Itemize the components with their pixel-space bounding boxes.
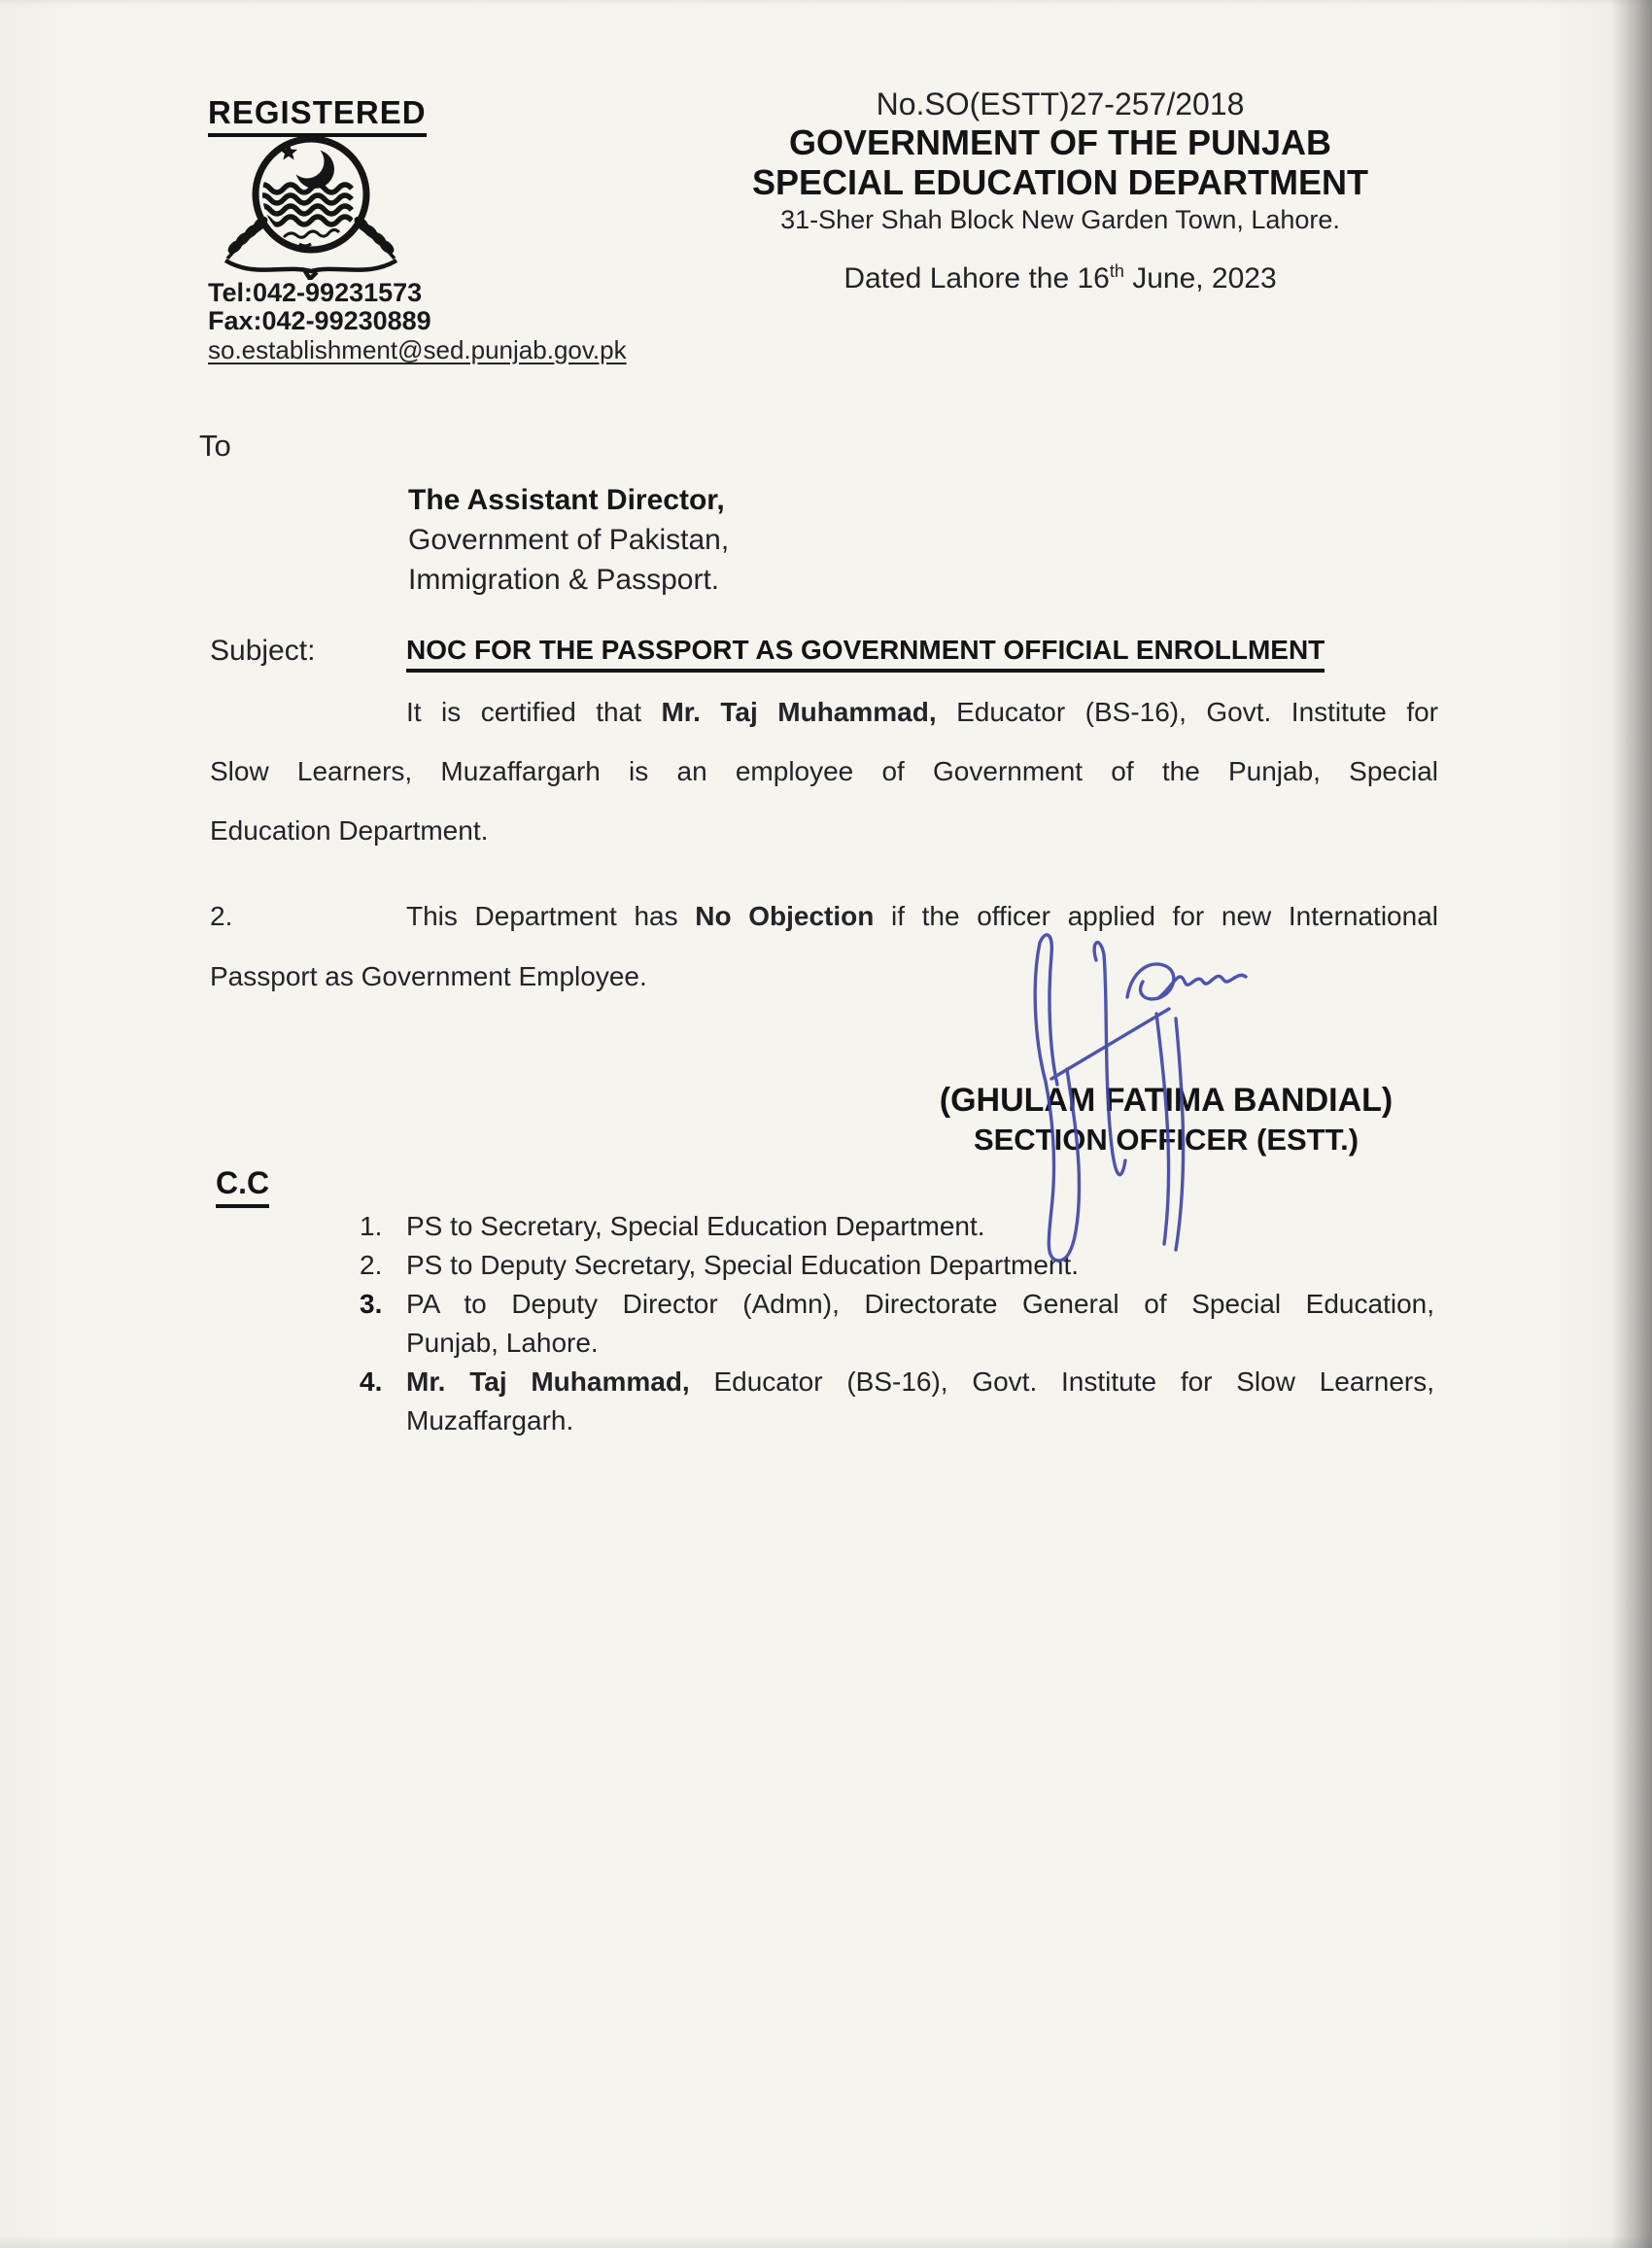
date-prefix: Dated Lahore the 16: [843, 262, 1110, 294]
cc-label: C.C: [216, 1165, 269, 1208]
recipient-block: [408, 480, 729, 600]
paragraph-line: Slow Learners, Muzaffargarh is an employee of Government of the Punjab, Special: [210, 756, 1438, 786]
cc-item-text: PS to Secretary, Special Education Department.: [406, 1211, 985, 1241]
subject-label: Subject:: [210, 635, 316, 667]
date-suffix: June, 2023: [1123, 262, 1277, 294]
signature-ink-scribble: [1022, 921, 1260, 1271]
scan-edge-shadow-bottom: [0, 2236, 1652, 2248]
to-label: To: [199, 429, 231, 463]
cc-item: [360, 1285, 1434, 1363]
paragraph-line: Passport as Government Employee.: [210, 961, 647, 991]
cc-item: [360, 1246, 1434, 1285]
recipient-dept: Immigration & Passport.: [408, 564, 720, 596]
cc-item-number: 3.: [360, 1289, 383, 1319]
scan-edge-shadow-top: [0, 0, 1652, 6]
recipient-name: The Assistant Director,: [408, 484, 725, 516]
government-name: GOVERNMENT OF THE PUNJAB: [788, 122, 1332, 162]
recipient-org: Government of Pakistan,: [408, 524, 730, 556]
cc-item-text: PA to Deputy Director (Admn), Directorate General of Special Education,: [406, 1289, 1434, 1319]
signatory-name: (GHULAM FATIMA BANDIAL): [939, 1082, 1394, 1119]
cc-item-text: Mr. Taj Muhammad, Educator (BS-16), Govt. Institute for Slow Learners,: [406, 1366, 1434, 1397]
date-line: [706, 262, 1415, 295]
paragraph-line: Education Department.: [210, 815, 489, 846]
punjab-crest-logo: [214, 126, 408, 280]
subject-text: NOC FOR THE PASSPORT AS GOVERNMENT OFFICIAL ENROLLMENT: [406, 635, 1325, 673]
signatory-title: SECTION OFFICER (ESTT.): [973, 1123, 1359, 1157]
cc-item-text: Muzaffargarh.: [406, 1405, 574, 1435]
scan-edge-shadow-right: [1611, 0, 1652, 2248]
body-paragraph-1: [210, 682, 1438, 860]
paragraph-line: It is certified that Mr. Taj Muhammad, Educator (BS-16), Govt. Institute for: [406, 697, 1439, 727]
cc-item-number: 1.: [360, 1211, 383, 1241]
email-label: so.establishment@sed.punjab.gov.pk: [208, 335, 627, 364]
tel-label: Tel:042-99231573: [208, 278, 423, 307]
cc-item: [360, 1207, 1434, 1246]
cc-item-number: 4.: [360, 1366, 383, 1397]
cc-item-text: PS to Deputy Secretary, Special Education Department.: [406, 1250, 1080, 1280]
subject-row: [210, 635, 1438, 673]
department-name: SPECIAL EDUCATION DEPARTMENT: [751, 162, 1369, 202]
cc-item-text: Punjab, Lahore.: [406, 1328, 599, 1358]
registered-label: REGISTERED: [208, 94, 427, 137]
date-ordinal-superscript: th: [1109, 261, 1124, 281]
cc-item-number: 2.: [360, 1250, 383, 1280]
letterhead-right-block: [706, 86, 1415, 295]
fax-label: Fax:042-99230889: [208, 306, 431, 335]
cc-list: [360, 1207, 1434, 1440]
reference-number: No.SO(ESTT)27-257/2018: [876, 86, 1245, 121]
department-address: 31-Sher Shah Block New Garden Town, Lahore.: [780, 205, 1340, 234]
cc-item: [360, 1363, 1434, 1440]
paragraph-number: 2.: [210, 901, 233, 931]
paragraph-line: This Department has No Objection if the officer applied for new International: [406, 901, 1438, 931]
